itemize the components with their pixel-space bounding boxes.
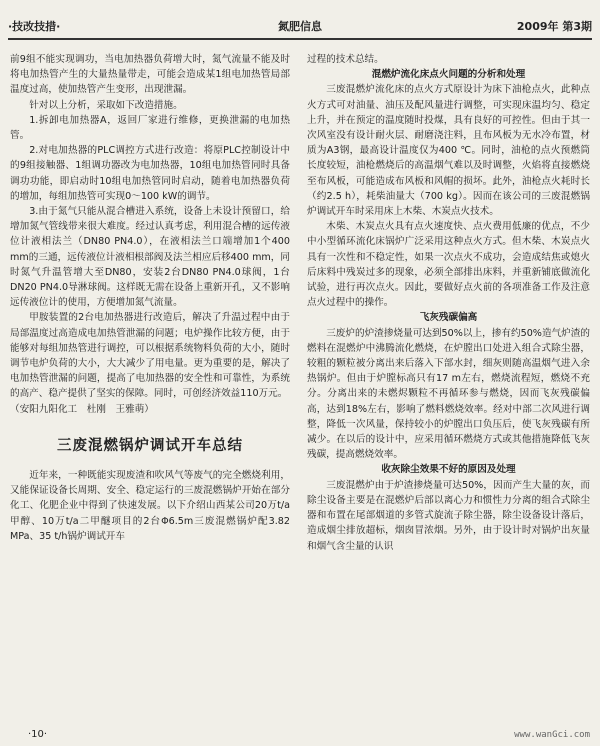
paragraph: 甲胺装置的2台电加热器进行改造后，解决了升温过程中由于局部温度过高造成电加热管泄漏的问题；电炉操作比较方便，由于能够对每组加热管进行调控，可以根据系统物料负荷的大小，随时调节电炉负荷的大小，大大减少了用电量。更为重要的是，解决了电加热管泄漏的问题，提高了电加热器的安全性和可靠性，为系统的高产、稳产提供了坚实的保障。同时，可创经济效益110万元。 xyxy=(10,312,290,400)
paragraph: 三废混燃炉流化床的点火方式原设计为床下油枪点火，此种点火方式可对油量、油压及配风量进行调整，可实现床温均匀、稳定上升，并在预定的温度随时投煤，具有良好的可控性。但由于其一次风室没有设计耐火层、耐磨浇注料，且布风板为无水冷布置，材质为A3钢，最高设计温度仅为400 ℃。同时，油枪的点火预燃筒长度较短，油枪燃烧后的高温烟气难以及时调整，火焰将直接燃烧至布风板，可能造成布风板和风帽的损坏。此外，油枪点火耗时长（约2.5 h），耗柴油量大（700 kg）。因而在该公司的三废混燃锅炉调试开车时采用床上木柴、木炭点火技术。 xyxy=(307,84,590,218)
watermark: www.wanGci.com xyxy=(514,730,590,740)
right-column xyxy=(307,52,590,554)
left-column xyxy=(10,52,290,544)
byline: （安阳九阳化工 杜刚 王雅萌） xyxy=(10,403,154,415)
section-label: ·技改技措· xyxy=(8,20,61,33)
paragraph: 前9组不能实现调功，当电加热器负荷增大时，氮气流量不能及时将电加热管产生的大量热量带走，可能会造成某1组电加热管局部温度过高，使加热管产生变形，出现泄漏。 xyxy=(10,54,290,96)
page-number: ·10· xyxy=(28,729,48,740)
paragraph: 三废炉的炉渣掺烧量可达到50%以上，掺有约50%造气炉渣的燃料在混燃炉中沸腾流化燃烧，在炉膛出口处进入组合式除尘器，较粗的颗粒被分离出来后落入下部水封，细灰则随高温烟气进入余热锅炉。但由于炉膛标高只有17 m左右，燃烧流程短，燃烧不充分。分离出来的未燃烬颗粒不再循环参与燃烧，因而飞灰残碳偏高，达到18%左右，影响了燃料燃烧效率。经对中部二次风进行调整，降低一次风量，保持较小的炉膛出口负压后，使飞灰残碳有所减少。在以后的设计中，应采用循环燃烧方式或其他措施降低飞灰残碳，提高燃烧效率。 xyxy=(307,327,590,461)
paragraph: 针对以上分析，采取如下改造措施。 xyxy=(29,99,183,111)
paragraph: 近年来，一种既能实现废渣和吹风气等废气的完全燃烧利用，又能保证设备长周期、安全、稳定运行的三废混燃锅炉开始在部分化工、化肥企业中得到了快速发展。以下介绍山西某公司20万t/a甲醇、10万t/a二甲醚项目的2台Φ6.5m三废混燃锅炉配3.82 MPa、35 t/h锅炉调试开车 xyxy=(10,470,290,542)
paragraph: 3.由于氮气只能从混合槽进入系统，设备上未设计预留口，给增加氮气管线带来很大难度。经过认真考虑，利用混合槽的远传液位计液相法兰（DN80 PN4.0），在液相法兰口端增加1个400 mm的三通，远传液位计液相根部阀及法兰相应后移400 mm，同时氮气升温管增大至DN80，安装2台DN80 PN4.0球阀，1台DN20 PN4.0导淋球阀。这样既无需在设备上重新开孔，又不影响远传液位计的使用，方便增加氮气流量。 xyxy=(10,206,290,309)
paragraph: 过程的技术总结。 xyxy=(307,54,384,65)
issue-label: 2009年 第3期 xyxy=(516,20,592,33)
section-heading: 收灰除尘效果不好的原因及处理 xyxy=(381,464,516,476)
page-header xyxy=(8,0,592,40)
paragraph: 2.对电加热器的PLC调控方式进行改造：将原PLC控制设计中的9组接触器、1组调功器改为电加热器，10组电加热管同时具备调功功能，即启动时10组电加热管同时启动，随着电加热器负荷的增加，每组加热管可实现0～100 kW的调节。 xyxy=(10,145,290,202)
paragraph: 三废混燃炉由于炉渣掺烧量可达50%，因而产生大量的灰，而除尘设备主要是在混燃炉后部以离心力和惯性力分离的组合式除尘器和布置在尾部烟道的多管式旋流子除尘器，除尘设备设计落后，造成烟尘排放超标，烟囱冒浓烟。另外，由于设计时对锅炉出灰量和烟气含尘量的认识 xyxy=(307,479,590,552)
section-heading: 飞灰残碳偏高 xyxy=(419,312,478,324)
article-title: 三废混燃锅炉调试开车总结 xyxy=(57,437,243,454)
journal-name: 氮肥信息 xyxy=(278,20,322,33)
section-heading: 混燃炉流化床点火问题的分析和处理 xyxy=(371,69,526,81)
paragraph: 1.拆卸电加热器A，返回厂家进行维修，更换泄漏的电加热管。 xyxy=(10,114,290,142)
paragraph: 木柴、木炭点火具有点火速度快、点火费用低廉的优点，不少中小型循环流化床锅炉广泛采用这种点火方式。但木柴、木炭点火具有一次性和不稳定性，如果一次点火不成功，会造成结焦或熄火后床料中残炭过多的现象，必须全部排出床料，并重新铺底做流化试验，进行再次点火。因此，要做好点火前的各项准备工作及注意点火过程中的操作。 xyxy=(307,221,590,309)
